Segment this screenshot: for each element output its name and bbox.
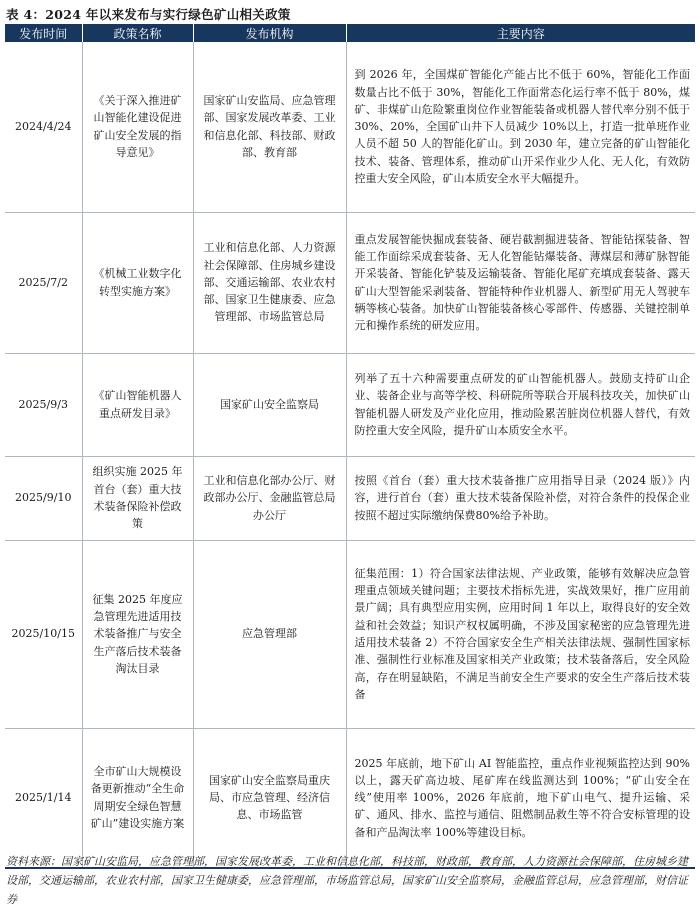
cell-date: 2024/4/24: [5, 42, 82, 212]
cell-policy-name: 《机械工业数字化转型实施方案》: [82, 212, 193, 353]
cell-content: 2025 年底前，地下矿山 AI 智能监控，重点作业视频监控达到 90%以上，露天矿高边坡、尾矿库在线监测达到 100%；“矿山安全在线”使用率 100%，2026 年底前，地下矿山电气、提升运输、采矿、通风、排水、监控与通信、阻燃制品救生等不符合安标管理的设备和产品淘汰率 100%等建设目标。: [346, 728, 695, 868]
cell-publisher: 国家矿山安全监察局: [193, 353, 346, 456]
cell-date: 2025/7/2: [5, 212, 82, 353]
table-row: [5, 540, 695, 728]
cell-policy-name: 《关于深入推进矿山智能化建设促进矿山安全发展的指导意见》: [82, 42, 193, 212]
cell-content: 按照《首台（套）重大技术装备推广应用指导目录（2024 版）》内容，进行首台（套）重大技术装备保险补偿，对符合条件的投保企业按照不超过实际缴纳保费80%给予补助。: [346, 456, 695, 540]
cell-date: 2025/9/10: [5, 456, 82, 540]
cell-policy-name: 《矿山智能机器人重点研发目录》: [82, 353, 193, 456]
header-date: 发布时间: [5, 24, 82, 42]
header-content: 主要内容: [346, 24, 695, 42]
cell-publisher: 国家矿山安全监察局重庆局、市应急管理、经济信息、市场监管: [193, 728, 346, 868]
header-row: [5, 24, 695, 42]
header-org: 发布机构: [193, 24, 346, 42]
table-row: [5, 353, 695, 456]
cell-publisher: 工业和信息化部、人力资源社会保障部、住房城乡建设部、交通运输部、农业农村部、国家卫生健康委、应急管理部、市场监管总局: [193, 212, 346, 353]
cell-publisher: 工业和信息化部办公厅、财政部办公厅、金融监管总局办公厅: [193, 456, 346, 540]
cell-policy-name: 征集 2025 年度应急管理先进适用技术装备推广与安全生产落后技术装备淘汰目录: [82, 540, 193, 728]
table-row: [5, 42, 695, 212]
cell-publisher: 应急管理部: [193, 540, 346, 728]
cell-date: 2025/10/15: [5, 540, 82, 728]
cell-date: 2025/9/3: [5, 353, 82, 456]
source-note: 资料来源：国家矿山安监局，应急管理部，国家发展改革委，工业和信息化部，科技部，财政部，教育部，人力资源社会保障部，住房城乡建设部，交通运输部，农业农村部，国家卫生健康委，应急管理部，市场监管总局，国家矿山安全监察局，金融监管总局，应急管理部，财信证券: [6, 855, 688, 906]
table-row: [5, 728, 695, 868]
cell-policy-name: 全市矿山大规模设备更新推动“全生命周期安全绿色智慧矿山”建设实施方案: [82, 728, 193, 868]
cell-date: 2025/1/14: [5, 728, 82, 868]
cell-content: 到 2026 年，全国煤矿智能化产能占比不低于 60%，智能化工作面数量占比不低于 30%，智能化工作面常态化运行率不低于 80%，煤矿、非煤矿山危险繁重岗位作业智能装备或机器人替代率分别不低于 30%、20%，全国矿山井下人员减少 10%以上，打造一批单班作业人员不超 50 人的智能化矿山。到 2030 年，建立完备的矿山智能化技术、装备、管理体系，推动矿山开采作业少人化、无人化，有效防控重大安全风险，矿山本质安全水平大幅提升。: [346, 42, 695, 212]
table-title: 表 4：2024 年以来发布与实行绿色矿山相关政策: [6, 7, 291, 22]
policy-table: [5, 24, 695, 869]
cell-publisher: 国家矿山安监局、应急管理部、国家发展改革委、工业和信息化部、科技部、财政部、教育部: [193, 42, 346, 212]
table-row: [5, 212, 695, 353]
cell-policy-name: 组织实施 2025 年首台（套）重大技术装备保险补偿政策: [82, 456, 193, 540]
cell-content: 重点发展智能快掘成套装备、硬岩截割掘进装备、智能钻探装备、智能工作面综采成套装备、无人化智能钻爆装备、薄煤层和薄矿脉智能开采装备、智能化铲装及运输装备、智能化尾矿充填成套装备、露天矿山大型智能采剥装备、智能特种作业机器人、新型矿用无人驾驶车辆等核心装备。加快矿山智能装备核心零部件、传感器、关键控制单元和操作系统的研发应用。: [346, 212, 695, 353]
header-name: 政策名称: [82, 24, 193, 42]
cell-content: 列举了五十六种需要重点研发的矿山智能机器人。鼓励支持矿山企业、装备企业与高等学校、科研院所等联合开展科技攻关，加快矿山智能机器人研发及产业化应用，推动险累苦脏岗位机器人替代，有效防控重大安全风险，提升矿山本质安全水平。: [346, 353, 695, 456]
cell-content: 征集范围：1）符合国家法律法规、产业政策，能够有效解决应急管理重点领域关键问题；主要技术指标先进，实战效果好，推广应用前景广阔；具有典型应用实例，应用时间 1 年以上，取得良好的安全效益和社会效益；知识产权权属明确，不涉及国家秘密的应急管理先进适用技术装备 2）不符合国家安全生产相关法律法规、强制性国家标准、强制性行业标准及国家相关产业政策；技术装备落后，安全风险高，存在明显缺陷，不满足当前安全生产要求的安全生产落后技术装备: [346, 540, 695, 728]
table-row: [5, 456, 695, 540]
